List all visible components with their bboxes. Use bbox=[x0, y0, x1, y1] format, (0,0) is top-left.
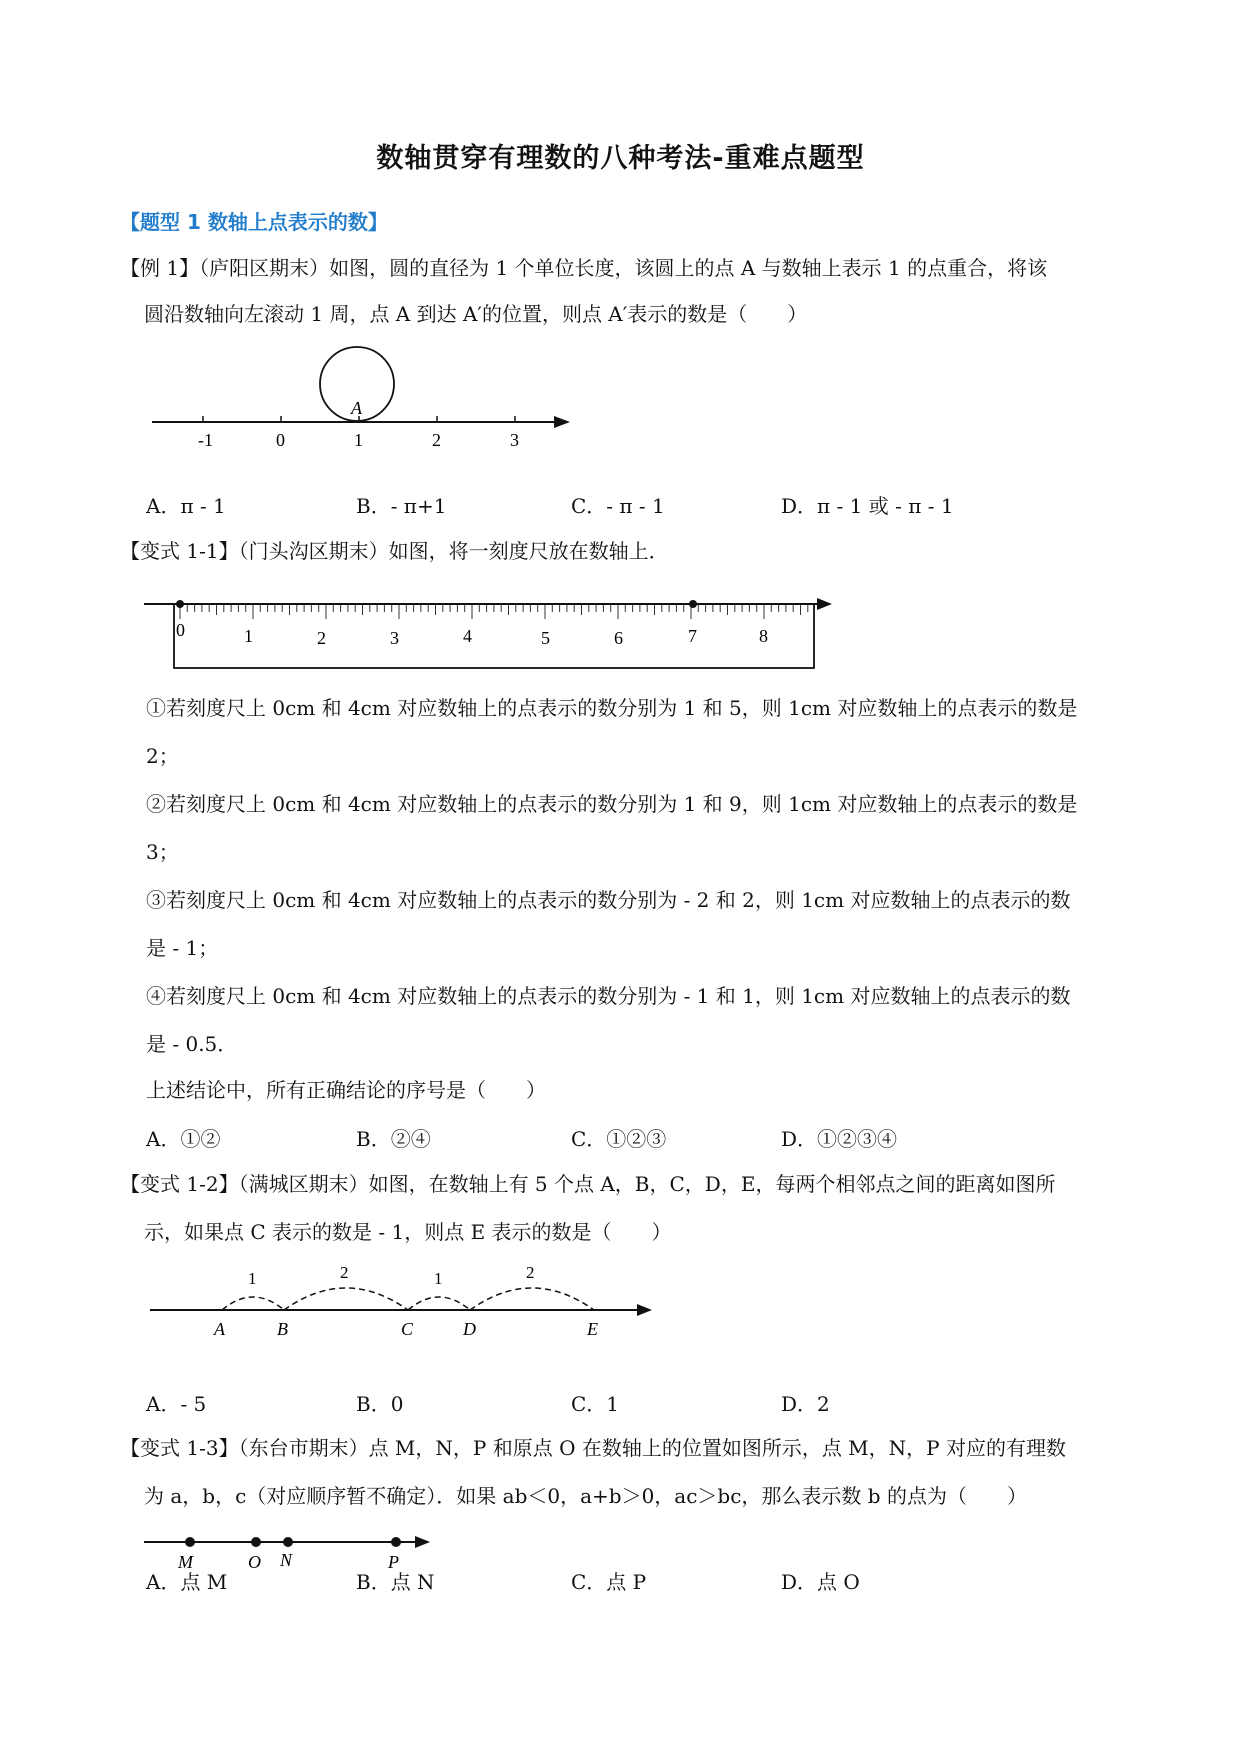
v11-option-d: D．①②③④ bbox=[781, 1127, 898, 1151]
ruler-label: 6 bbox=[614, 628, 623, 648]
v11-option-c: C．①②③ bbox=[571, 1127, 667, 1151]
v11-statement-4: ④若刻度尺上 0cm 和 4cm 对应数轴上的点表示的数分别为 - 1 和 1，则 1cm 对应数轴上的点表示的数 bbox=[146, 984, 1071, 1008]
ruler-dot-zero bbox=[176, 600, 184, 608]
v13-option-b: B．点 N bbox=[356, 1570, 435, 1594]
tick-label: 2 bbox=[432, 430, 441, 450]
tick-label: 0 bbox=[276, 430, 285, 450]
distance-label: 2 bbox=[526, 1263, 535, 1282]
v11-question: 上述结论中，所有正确结论的序号是（ ） bbox=[146, 1078, 546, 1102]
distance-label: 1 bbox=[434, 1269, 443, 1288]
v11-option-b: B．②④ bbox=[356, 1127, 431, 1151]
ex1-stem-line2: 圆沿数轴向左滚动 1 周，点 A 到达 A′的位置，则点 A′表示的数是（ ） bbox=[144, 302, 808, 326]
axis-arrow bbox=[637, 1304, 652, 1316]
point-label: D bbox=[463, 1319, 476, 1339]
ex1-stem-line1: 【例 1】（庐阳区期末）如图，圆的直径为 1 个单位长度，该圆上的点 A 与数轴上表示 1 的点重合，将该 bbox=[120, 256, 1048, 280]
v12-stem-line1: 【变式 1-2】（满城区期末）如图，在数轴上有 5 个点 A，B，C，D，E，每两个相邻点之间的距离如图所 bbox=[120, 1172, 1056, 1196]
ruler-label: 0 bbox=[176, 620, 185, 640]
v13-option-c: C．点 P bbox=[571, 1570, 647, 1594]
point-a-label: A bbox=[351, 398, 362, 418]
ex1-option-b: B．- π+1 bbox=[356, 494, 447, 518]
distance-arc bbox=[470, 1288, 594, 1310]
v13-option-a: A．点 M bbox=[146, 1570, 228, 1594]
v13-stem-line1: 【变式 1-3】（东台市期末）点 M，N，P 和原点 O 在数轴上的位置如图所示，点 M，N，P 对应的有理数 bbox=[120, 1436, 1066, 1460]
v13-option-d: D．点 O bbox=[781, 1570, 860, 1594]
ruler-label: 8 bbox=[759, 626, 768, 646]
axis-arrow bbox=[817, 598, 832, 610]
v12-option-d: D．2 bbox=[781, 1392, 830, 1416]
distance-label: 1 bbox=[248, 1269, 257, 1288]
point-label: M bbox=[178, 1552, 193, 1572]
ruler-dot-seven bbox=[689, 600, 697, 608]
ruler-body bbox=[174, 604, 814, 668]
v11-statement-3: ③若刻度尺上 0cm 和 4cm 对应数轴上的点表示的数分别为 - 2 和 2，则 1cm 对应数轴上的点表示的数 bbox=[146, 888, 1071, 912]
v11-statement-2: ②若刻度尺上 0cm 和 4cm 对应数轴上的点表示的数分别为 1 和 9，则 1cm 对应数轴上的点表示的数是 bbox=[146, 792, 1078, 816]
ruler-label: 4 bbox=[463, 626, 472, 646]
v11-statement-1: ①若刻度尺上 0cm 和 4cm 对应数轴上的点表示的数分别为 1 和 5，则 1cm 对应数轴上的点表示的数是 bbox=[146, 696, 1078, 720]
point-label: O bbox=[248, 1552, 261, 1572]
v11-statement-4-cont: 是 - 0.5． bbox=[146, 1032, 238, 1056]
point-label: E bbox=[587, 1319, 598, 1339]
axis-arrow bbox=[554, 416, 570, 428]
ruler-label: 2 bbox=[317, 628, 326, 648]
v12-option-a: A．- 5 bbox=[146, 1392, 207, 1416]
point-p-dot bbox=[391, 1537, 401, 1547]
five-points-figure bbox=[140, 1262, 660, 1352]
ex1-figure bbox=[140, 340, 580, 460]
ruler-label: 1 bbox=[244, 626, 253, 646]
ruler-label: 7 bbox=[688, 626, 697, 646]
point-label: N bbox=[280, 1550, 293, 1570]
ex1-option-c: C．- π - 1 bbox=[571, 494, 665, 518]
v11-stem: 【变式 1-1】（门头沟区期末）如图，将一刻度尺放在数轴上． bbox=[120, 539, 669, 563]
point-n-dot bbox=[283, 1537, 293, 1547]
point-label: P bbox=[388, 1552, 399, 1572]
v12-option-c: C．1 bbox=[571, 1392, 620, 1416]
ruler-label: 3 bbox=[390, 628, 399, 648]
v12-option-b: B．0 bbox=[356, 1392, 404, 1416]
ruler-label: 5 bbox=[541, 628, 550, 648]
point-label: C bbox=[401, 1319, 414, 1339]
axis-arrow bbox=[415, 1536, 430, 1548]
tick-label: 3 bbox=[510, 430, 519, 450]
ruler-figure bbox=[140, 586, 840, 676]
ruler-minor-ticks bbox=[180, 605, 808, 619]
distance-label: 2 bbox=[340, 1263, 349, 1282]
v11-statement-3-cont: 是 - 1； bbox=[146, 936, 219, 960]
page-title: 数轴贯穿有理数的八种考法-重难点题型 bbox=[376, 143, 865, 174]
ex1-option-d: D．π - 1 或 - π - 1 bbox=[781, 494, 954, 518]
point-m-dot bbox=[185, 1537, 195, 1547]
ex1-option-a: A．π - 1 bbox=[146, 494, 226, 518]
distance-arc bbox=[222, 1297, 284, 1310]
section-heading: 【题型 1 数轴上点表示的数】 bbox=[120, 210, 388, 234]
distance-arc bbox=[284, 1288, 408, 1310]
v13-stem-line2: 为 a，b，c（对应顺序暂不确定）．如果 ab＜0，a+b＞0，ac＞bc，那么表示数 b 的点为（ ） bbox=[144, 1484, 1027, 1508]
v12-stem-line2: 示，如果点 C 表示的数是 - 1，则点 E 表示的数是（ ） bbox=[144, 1220, 672, 1244]
point-label: B bbox=[277, 1319, 288, 1339]
point-o-dot bbox=[251, 1537, 261, 1547]
v11-option-a: A．①② bbox=[146, 1127, 221, 1151]
point-label: A bbox=[214, 1319, 225, 1339]
distance-arc bbox=[408, 1297, 470, 1310]
tick-label: 1 bbox=[354, 430, 363, 450]
v11-statement-1-cont: 2； bbox=[146, 744, 179, 768]
tick-label: -1 bbox=[198, 430, 213, 450]
v11-statement-2-cont: 3； bbox=[146, 840, 179, 864]
